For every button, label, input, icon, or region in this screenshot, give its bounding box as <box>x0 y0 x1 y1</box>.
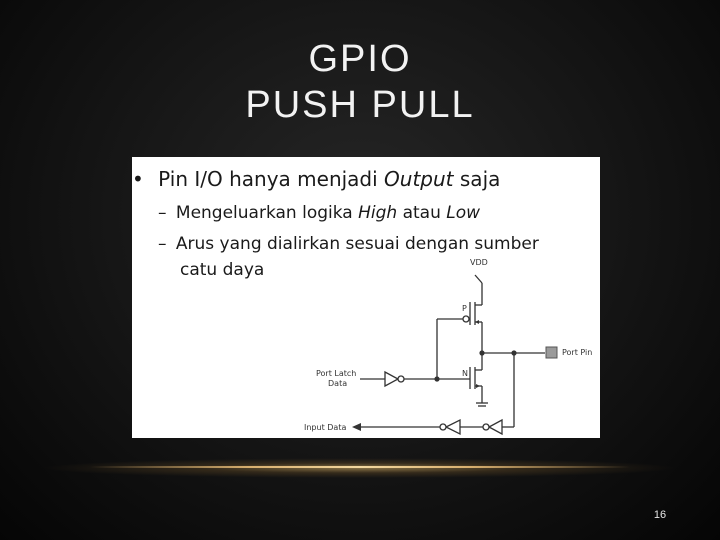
bullet-1-text-a: Pin I/O hanya menjadi <box>158 167 385 191</box>
port-pin-label: Port Pin <box>562 348 593 357</box>
content-image <box>132 157 600 438</box>
sub-1-text-d: Low <box>446 203 481 223</box>
sub-2-line-1: Arus yang dialirkan sesuai dengan sumber <box>175 234 539 254</box>
push-pull-circuit-diagram <box>132 157 600 438</box>
sub-1-text-b: High <box>358 203 398 223</box>
bullet-1-text-b: Output <box>384 167 454 191</box>
vdd-label: VDD <box>470 258 488 267</box>
sub-1-text-a: Mengeluarkan logika <box>175 203 359 223</box>
title-line-1: GPIO <box>308 38 412 80</box>
sub-marker-2: – <box>158 234 167 254</box>
title-line-2: PUSH PULL <box>245 84 475 126</box>
sub-1-text-c: atau <box>397 203 447 223</box>
port-latch-label-1: Port Latch <box>316 369 357 378</box>
nmos-label: N <box>462 369 468 378</box>
divider-line <box>90 466 630 468</box>
sub-marker-1: – <box>158 203 167 223</box>
sub-2-line-2: catu daya <box>180 260 265 280</box>
page-number: 16 <box>653 509 667 521</box>
pmos-label: P <box>462 304 467 313</box>
input-data-label: Input Data <box>304 423 347 432</box>
port-latch-label-2: Data <box>328 379 348 388</box>
divider-glow <box>40 458 680 478</box>
bullet-marker: • <box>132 167 144 191</box>
slide-title <box>0 36 720 128</box>
bullet-1-text-c: saja <box>453 167 501 191</box>
port-pin-terminal <box>546 347 557 358</box>
